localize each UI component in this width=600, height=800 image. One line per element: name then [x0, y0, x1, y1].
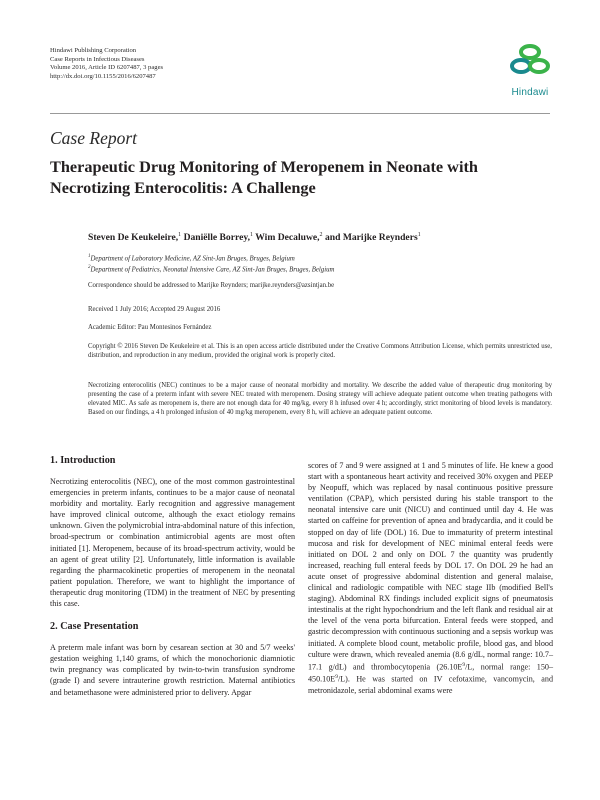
article-type: Case Report [50, 128, 138, 148]
case-paragraph-right [308, 460, 553, 696]
affiliation-text: Department of Pediatrics, Neonatal Intensive Care, AZ Sint-Jan Bruges, Bruges, Belgium [90, 266, 335, 274]
exponent: 9 [462, 661, 466, 668]
hindawi-logo-icon [508, 42, 552, 82]
author-affiliation-mark: 1 [250, 232, 253, 238]
case-text-part: /L). He was started on IV cefotaxime, vancomycin, and metronidazole, serial abdominal exams were [308, 675, 553, 696]
case-text-part: /L, normal range: 150–450.10E [308, 662, 553, 685]
journal-header [50, 47, 163, 81]
academic-editor: Academic Editor: Pau Montesinos Fernández [88, 324, 212, 331]
right-column [308, 460, 553, 696]
copyright-notice: Copyright © 2016 Steven De Keukeleire et al. This is an open access article distributed under the Creative Commons Attribution License, which permits unrestricted use, distribution, and reproduction in any medium, provided the original work is properly cited. [88, 343, 552, 359]
hindawi-logo [500, 42, 560, 98]
exponent: 9 [335, 674, 338, 681]
article-title: Therapeutic Drug Monitoring of Meropenem in Neonate with Necrotizing Enterocolitis: A Challenge [50, 157, 478, 197]
correspondence: Correspondence should be addressed to Marijke Reynders; marijke.reynders@azsintjan.be [88, 282, 335, 289]
received-dates: Received 1 July 2016; Accepted 29 August 2016 [88, 306, 221, 313]
author-list [88, 232, 421, 243]
case-text-part: scores of 7 and 9 were assigned at 1 and 5 minutes of life. He knew a good start with a spontaneous heart activity and received 30% oxygen and PEEP by Neopuff, which was replaced by nasal continuous positive pressure ventilation (CPAP), which persisted during his stable transport to the neonatal intensive care unit (NICU) and continued until day 4. He was started on caffeine for prevention of apnea and bradycardia, and it could be stopped on day of life (DOL) 16. Due to immaturity of preterm intestinal mucosa and risk for development of NEC minimal enteral feeds were initiated on DOL 2 and only on DOL 7 the quantity was prudently increased, reaching full enteral feeds by DOL 17. On DOL 29 he had an acute onset of progressive abdominal distention and general malaise, clinical and radiologic compatible with NEC stage IIb (modified Bell's staging). Abdominal RX findings included explicit signs of pneumatosis intestinalis at the right hypochondrium and the left flank and residual air at the level of the vena porta bifurcation. Enteral feeds were stopped, and gastric decompression with continuous suctioning and a sepsis workup was initiated. A complete blood count, metabolic profile, blood gas, and blood culture were drawn, which revealed anemia (8.6 g/dL, normal range: 10.7–17.1 g/dL) and thrombocytopenia (26.10E [308, 461, 553, 672]
publisher-name: Hindawi Publishing Corporation [50, 47, 137, 54]
author-name: Wim Decaluwe, [255, 232, 320, 244]
section-heading-introduction: 1. Introduction [50, 455, 116, 466]
header-divider [50, 113, 550, 114]
abstract: Necrotizing enterocolitis (NEC) continues to be a major cause of neonatal morbidity and mortality. We describe the added value of therapeutic drug monitoring by presenting the case of a preterm infant with severe NEC treated with meropenem. Dosing strategy will achieve adequate patient outcome when treating pathogens with elevated MIC. As safe as meropenem is, there are not enough data for 40 mg/kg, every 8 h infused over 4 h; accordingly, strict monitoring of blood levels is mandatory. Based on our findings, a 4 h prolonged infusion of 40 mg/kg meropenem, every 8 h, will achieve an adequate patient outcome. [88, 382, 552, 416]
affiliation-1 [88, 252, 552, 263]
author-name: Steven De Keukeleire, [88, 232, 179, 244]
affiliation-number: 1 [88, 254, 91, 259]
case-paragraph-left: A preterm male infant was born by cesarean section at 30 and 5/7 weeks' gestation weighing 1,140 grams, of which the monochorionic diamniotic twin pregnancy was complicated by twin-to-twin transfusion syndrome (grade I) and severe intrauterine growth restriction. Maternal antibiotics and betamethasone were administered prior to delivery. Apgar [50, 643, 295, 697]
journal-name: Case Reports in Infectious Diseases [50, 55, 145, 63]
volume-info: Volume 2016, Article ID 6207487, 3 pages [50, 64, 164, 72]
affiliation-2 [88, 263, 552, 274]
author-affiliation-mark: 1 [417, 232, 421, 238]
affiliation-text: Department of Laboratory Medicine, AZ Sint-Jan Bruges, Bruges, Belgium [90, 255, 295, 263]
author-affiliation-mark: 2 [319, 232, 323, 238]
section-heading-case-presentation: 2. Case Presentation [50, 621, 139, 633]
hindawi-logo-text: Hindawi [511, 87, 549, 98]
affiliation-number: 2 [88, 265, 91, 270]
author-affiliation-mark: 1 [178, 232, 182, 238]
author-name: and Marijke Reynders [324, 232, 418, 244]
author-name: Daniëlle Borrey, [183, 232, 250, 244]
left-column [50, 455, 295, 698]
doi-link[interactable]: http://dx.doi.org/10.1155/2016/6207487 [50, 72, 156, 80]
introduction-paragraph: Necrotizing enterocolitis (NEC), one of the most common gastrointestinal emergencies in preterm infants, continues to be a major cause of neonatal morbidity and mortality. Early recognition and aggressive management have improved clinical outcome, although the exact etiology remains unknown. Given the polymicrobial intra-abdominal nature of this infection, broad-spectrum or combination antimicrobial agents are most often initiated [1]. Meropenem, because of its broad-spectrum activity, would be an agent of great utility [2]. Unfortunately, little information is available regarding the pharmacokinetic properties of meropenem in the neonatal patient population. Therefore, we want to highlight the importance of therapeutic drug monitoring (TDM) in the treatment of NEC by presenting this case. [50, 477, 295, 609]
